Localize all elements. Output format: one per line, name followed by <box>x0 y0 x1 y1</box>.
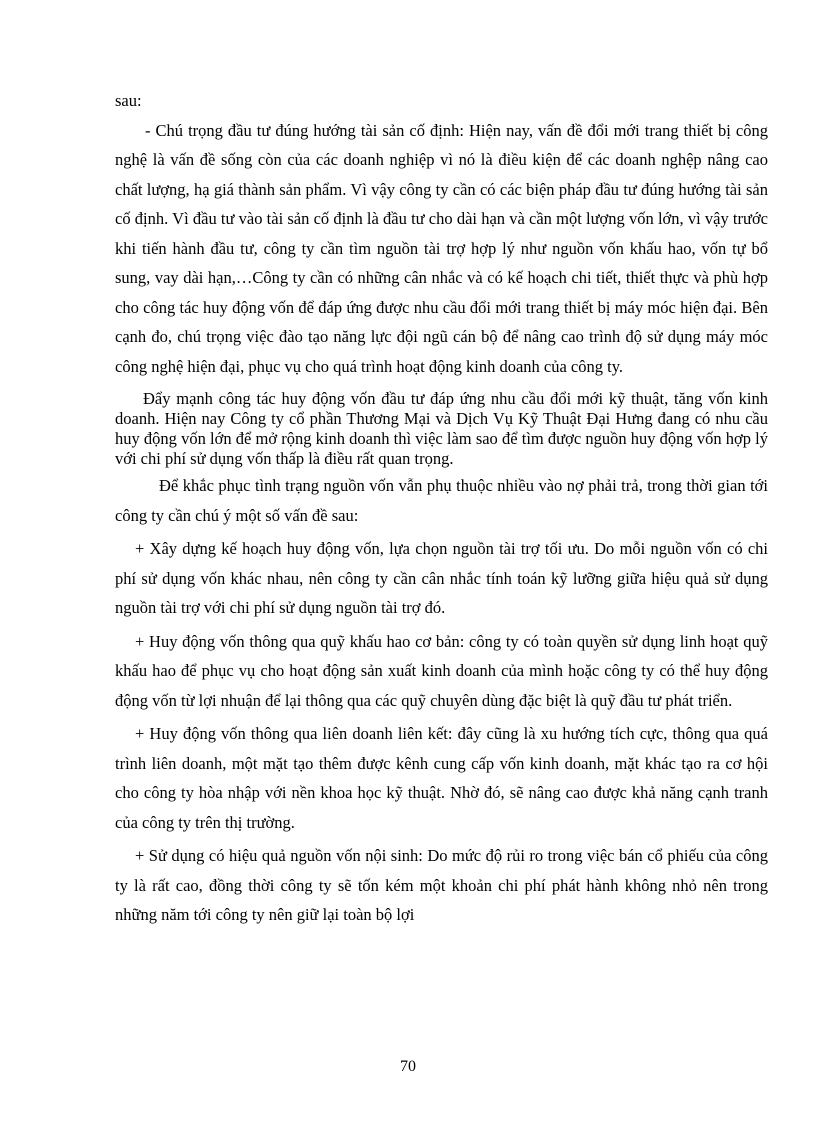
paragraph-internal-capital: + Sử dụng có hiệu quả nguồn vốn nội sinh: Do mức độ rủi ro trong việc bán cổ phiếu của công ty là rất cao, đồng thời công ty sẽ tốn kém một khoản chi phí phát hành không nhỏ nên trong những năm tới công ty nên giữ lại toàn bộ lợi <box>115 846 768 924</box>
paragraph-fixed-assets: - Chú trọng đầu tư đúng hướng tài sản cố định: Hiện nay, vấn đề đổi mới trang thiết bị công nghệ là vấn đề sống còn của các doanh nghiệp vì nó là điều kiện để các doanh nghệp nâng cao chất lượng, hạ giá thành sản phẩm. Vì vậy công ty cần có các biện pháp đầu tư đúng hướng tài sản cố định. Vì đầu tư vào tài sản cố định là đầu tư cho dài hạn và cần một lượng vốn lớn, vì vậy trước khi tiến hành đầu tư, công ty cần tìm nguồn tài trợ hợp lý như nguồn vốn khấu hao, vốn tự bổ sung, vay dài hạn,…Công ty cần có những cân nhắc và có kế hoạch chi tiết, thiết thực và phù hợp cho công tác huy động vốn để đáp ứng được nhu cầu đổi mới trang thiết bị máy móc hiện đại. Bên cạnh đo, chú trọng việc đào tạo năng lực đội ngũ cán bộ để nâng cao trình độ sử dụng máy móc công nghệ hiện đại, phục vụ cho quá trình hoạt động kinh doanh của công ty. <box>115 120 768 376</box>
body-text <box>115 86 768 930</box>
paragraph-depreciation-fund: + Huy động vốn thông qua quỹ khấu hao cơ bản: công ty có toàn quyền sử dụng linh hoạt quỹ khấu hao để phục vụ cho hoạt động sản xuất kinh doanh của mình hoặc công ty có thể huy động động vốn từ lợi nhuận để lại thông qua các quỹ chuyên dùng đặc biệt là quỹ đầu tư phát triển. <box>115 631 768 710</box>
paragraph-plan: + Xây dựng kế hoạch huy động vốn, lựa chọn nguồn tài trợ tối ưu. Do mỗi nguồn vốn có chi phí sử dụng vốn khác nhau, nên công ty cần cân nhắc tính toán kỹ lưỡng giữa hiệu quả sử dụng nguồn tài trợ với chi phí sử dụng nguồn tài trợ đó. <box>115 539 768 617</box>
paragraph-capital-mobilization: Đẩy mạnh công tác huy động vốn đầu tư đáp ứng nhu cầu đổi mới kỹ thuật, tăng vốn kinh doanh. Hiện nay Công ty cổ phần Thương Mại và Dịch Vụ Kỹ Thuật Đại Hưng đang có nhu cầu huy động vốn lớn để mở rộng kinh doanh thì việc làm sao để tìm được nguồn huy động vốn hợp lý với chi phí sử dụng vốn thấp là điều rất quan trọng. <box>115 389 768 468</box>
paragraph-joint-venture: + Huy động vốn thông qua liên doanh liên kết: đây cũng là xu hướng tích cực, thông qua quá trình liên doanh, một mặt tạo thêm được kênh cung cấp vốn kinh doanh, mặt khác tạo ra cơ hội cho công ty hòa nhập với nền khoa học kỹ thuật. Nhờ đó, sẽ nâng cao được khả năng cạnh tranh của công ty trên thị trường. <box>115 724 768 832</box>
page-number: 70 <box>400 1058 416 1075</box>
paragraph-intro: sau: <box>115 91 142 110</box>
paragraph-overcome: Để khắc phục tình trạng nguồn vốn vẫn phụ thuộc nhiều vào nợ phải trả, trong thời gian tới công ty cần chú ý một số vấn đề sau: <box>115 476 768 525</box>
